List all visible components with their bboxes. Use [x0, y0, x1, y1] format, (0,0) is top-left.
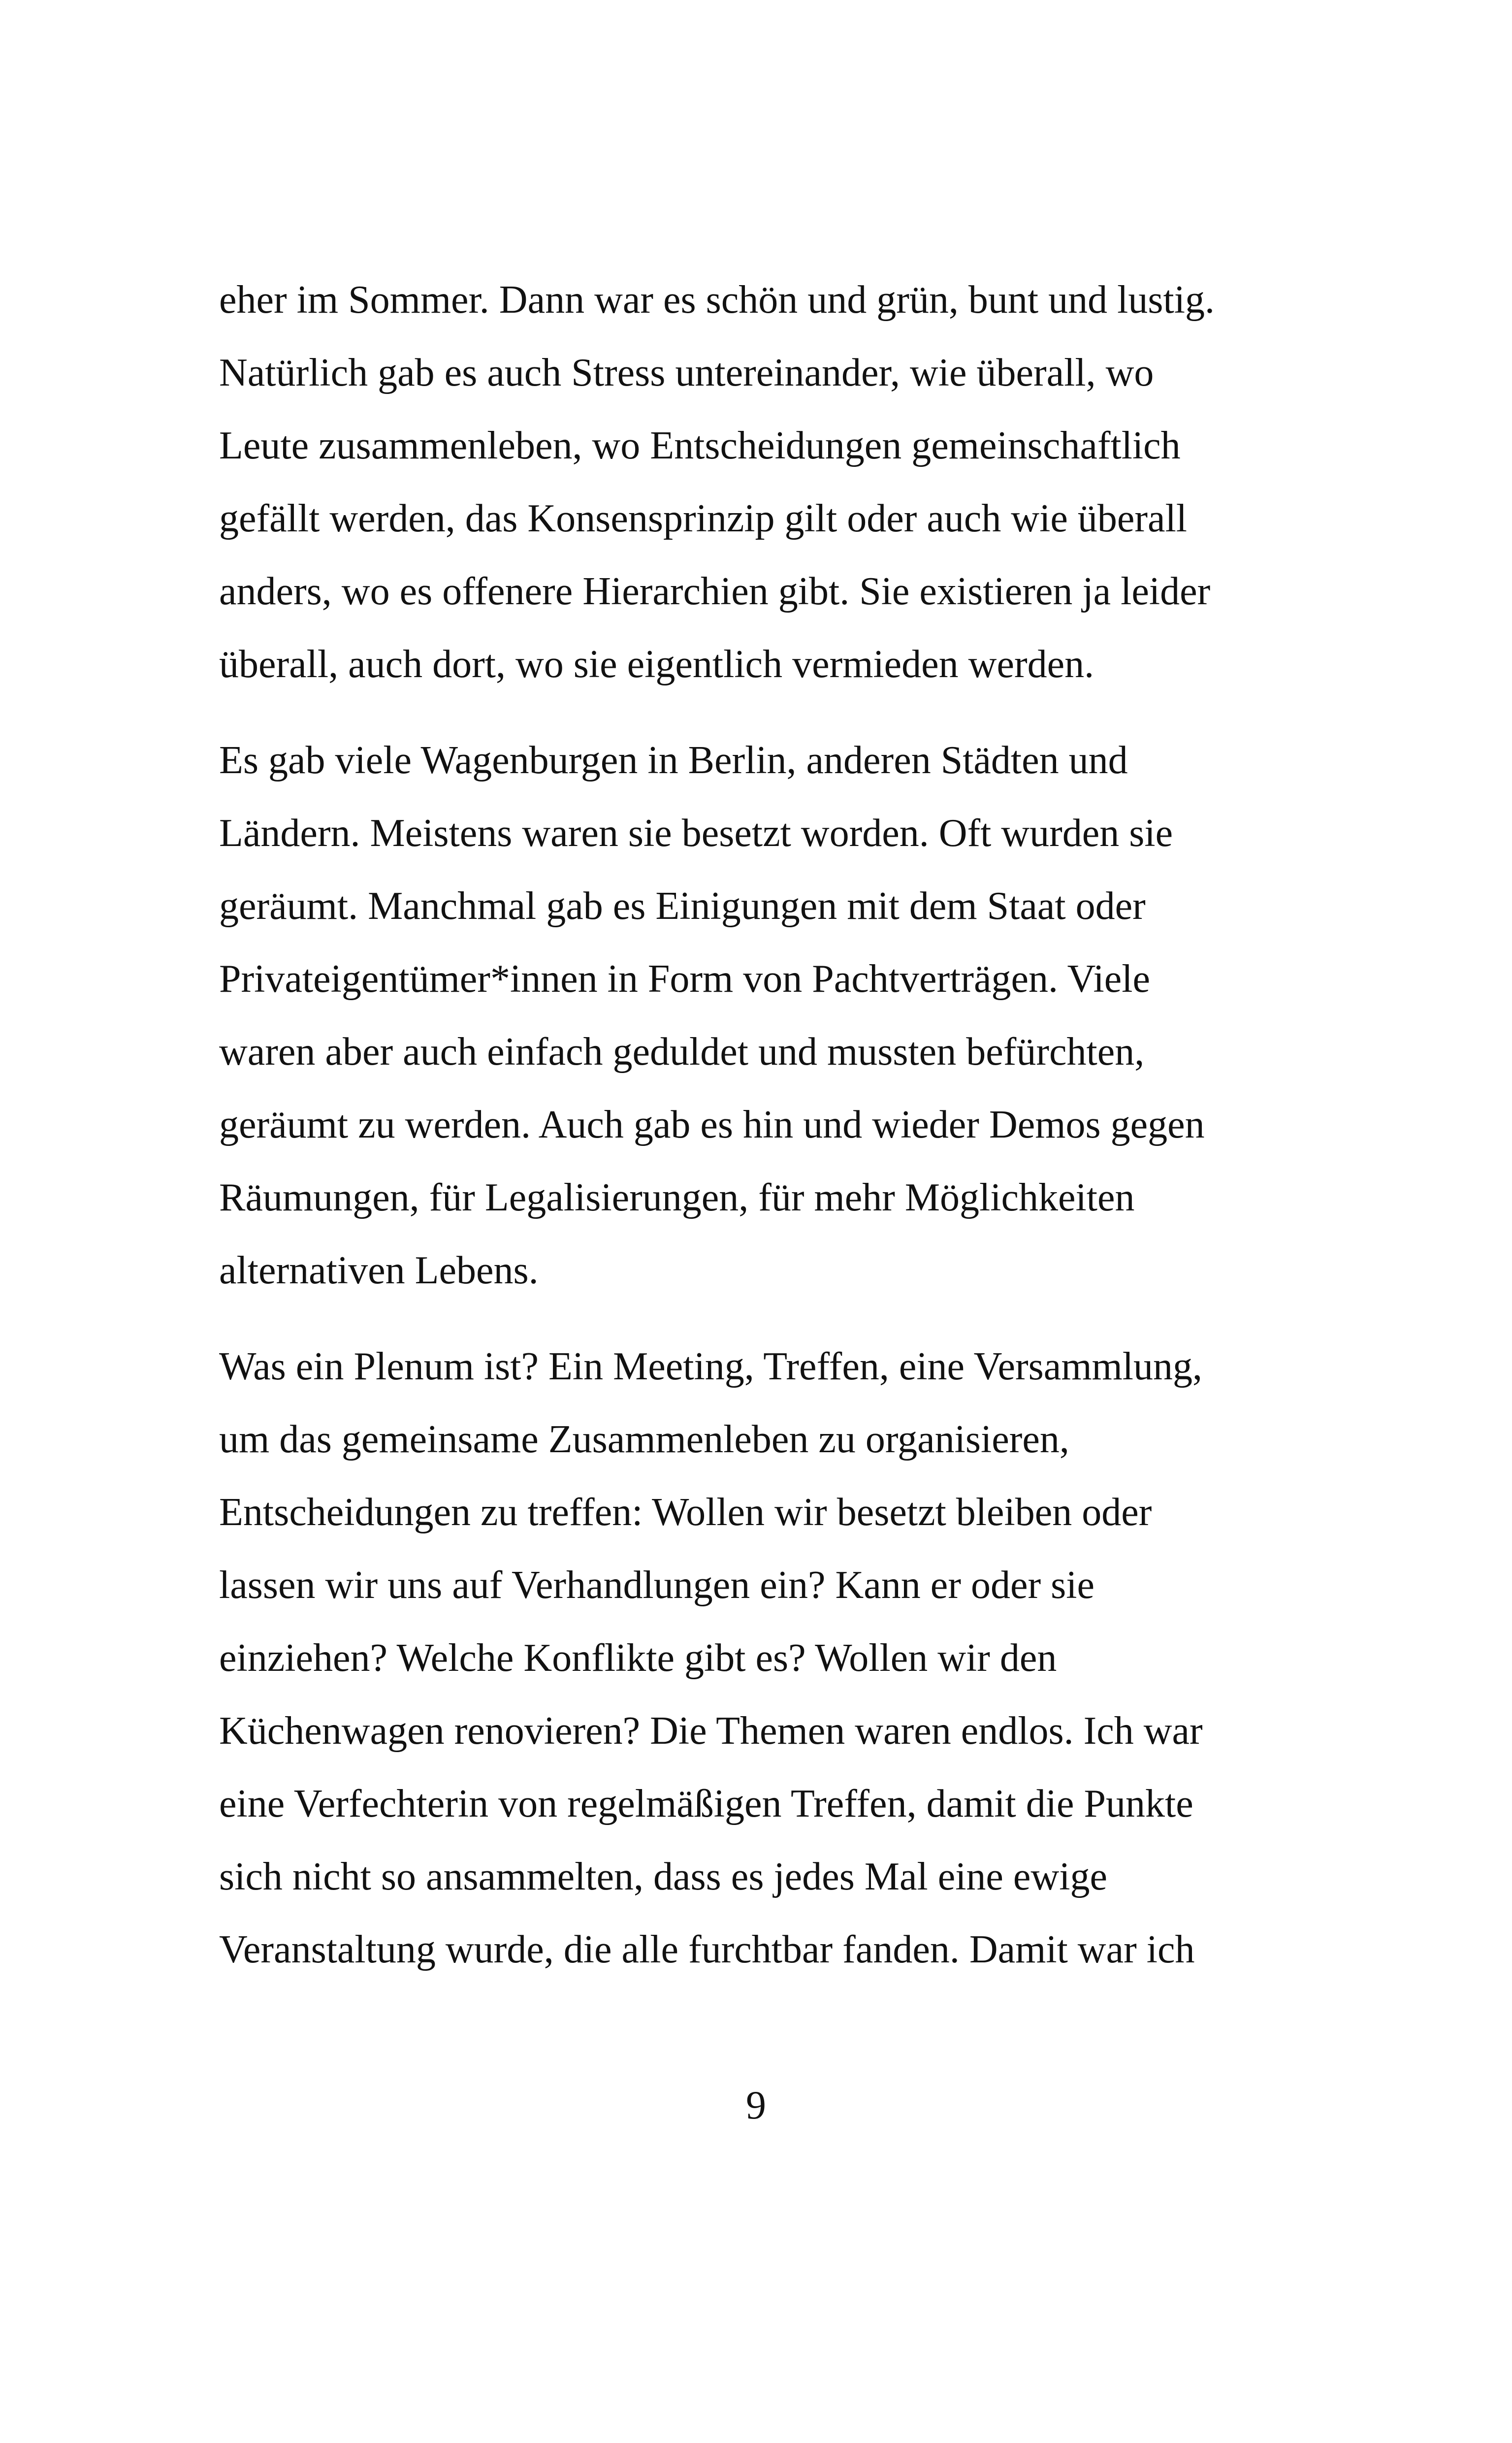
page-number: 9	[746, 2083, 766, 2127]
paragraph-1	[219, 263, 1319, 701]
text-line: überall, auch dort, wo sie eigentlich vermieden werden.	[219, 643, 1094, 686]
text-line: Privateigentümer*innen in Form von Pachtverträgen. Viele	[219, 957, 1151, 1001]
paragraph-3	[219, 1330, 1319, 1986]
paragraph-2	[219, 724, 1319, 1307]
text-line: alternativen Lebens.	[219, 1249, 539, 1292]
text-line: eher im Sommer. Dann war es schön und grün, bunt und lustig.	[219, 278, 1215, 322]
text-line: waren aber auch einfach geduldet und mussten befürchten,	[219, 1030, 1145, 1074]
text-line: Leute zusammenleben, wo Entscheidungen gemeinschaftlich	[219, 424, 1181, 467]
text-line: lassen wir uns auf Verhandlungen ein? Kann er oder sie	[219, 1564, 1094, 1607]
text-line: Räumungen, für Legalisierungen, für mehr Möglichkeiten	[219, 1176, 1135, 1219]
text-line: Was ein Plenum ist? Ein Meeting, Treffen, eine Versammlung,	[219, 1345, 1202, 1388]
text-line: Es gab viele Wagenburgen in Berlin, anderen Städten und	[219, 739, 1128, 782]
text-line: eine Verfechterin von regelmäßigen Treffen, damit die Punkte	[219, 1782, 1193, 1825]
text-line: geräumt. Manchmal gab es Einigungen mit dem Staat oder	[219, 884, 1146, 928]
text-line: sich nicht so ansammelten, dass es jedes Mal eine ewige	[219, 1855, 1107, 1898]
text-line: um das gemeinsame Zusammenleben zu organisieren,	[219, 1418, 1069, 1461]
text-line: einziehen? Welche Konflikte gibt es? Wollen wir den	[219, 1636, 1057, 1680]
text-line: geräumt zu werden. Auch gab es hin und wieder Demos gegen	[219, 1103, 1205, 1146]
text-line: Entscheidungen zu treffen: Wollen wir besetzt bleiben oder	[219, 1491, 1152, 1534]
body-text	[219, 263, 1319, 1986]
text-line: Küchenwagen renovieren? Die Themen waren endlos. Ich war	[219, 1709, 1203, 1753]
text-line: Natürlich gab es auch Stress untereinander, wie überall, wo	[219, 351, 1154, 394]
text-line: gefällt werden, das Konsensprinzip gilt oder auch wie überall	[219, 497, 1188, 540]
text-line: anders, wo es offenere Hierarchien gibt. Sie existieren ja leider	[219, 570, 1211, 613]
text-line: Ländern. Meistens waren sie besetzt worden. Oft wurden sie	[219, 812, 1173, 855]
text-line: Veranstaltung wurde, die alle furchtbar fanden. Damit war ich	[219, 1928, 1195, 1971]
